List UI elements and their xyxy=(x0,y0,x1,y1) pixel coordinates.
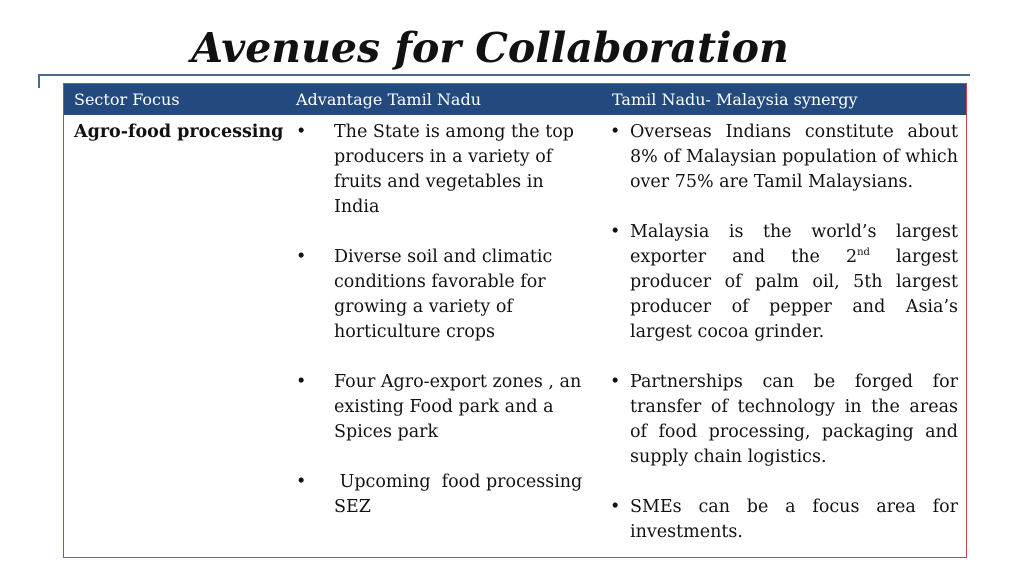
header-advantage: Advantage Tamil Nadu xyxy=(296,90,481,109)
bullet-icon: • xyxy=(610,497,621,517)
list-item: • Diverse soil and climatic conditions favorable for growing a variety of horticulture crops xyxy=(296,247,553,342)
header-sector-focus: Sector Focus xyxy=(74,90,180,109)
list-item: • Upcoming food processing SEZ xyxy=(296,472,588,517)
bullet-icon: • xyxy=(296,472,307,492)
bullet-icon: • xyxy=(610,372,621,392)
decorative-corner xyxy=(38,74,40,88)
list-item: • The State is among the top producers in a variety of fruits and vegetables in India xyxy=(296,122,575,217)
list-item: • Overseas Indians constitute about 8% of Malaysian population of which over 75% are Tamil Malaysians. xyxy=(610,122,958,192)
bullet-icon: • xyxy=(296,122,307,142)
bullet-icon: • xyxy=(610,222,621,242)
list-item: • Malaysia is the world’s largest exporter and the 2nd largest producer of palm oil, 5th largest producer of pepper and Asia’s largest cocoa grinder. xyxy=(610,222,958,342)
synergy-list xyxy=(610,120,958,570)
header-synergy: Tamil Nadu- Malaysia synergy xyxy=(612,90,858,109)
bullet-icon: • xyxy=(610,122,621,142)
list-item: • SMEs can be a focus area for investments. xyxy=(610,497,958,542)
sector-cell: Agro-food processing xyxy=(74,122,284,142)
bullet-icon: • xyxy=(296,247,307,267)
decorative-line xyxy=(38,74,970,76)
bullet-icon: • xyxy=(296,372,307,392)
collaboration-table xyxy=(63,83,967,558)
list-item: • Four Agro-export zones , an existing Food park and a Spices park xyxy=(296,372,582,442)
advantages-list xyxy=(296,120,588,545)
table-header xyxy=(64,84,966,115)
page-title: Avenues for Collaboration xyxy=(191,24,789,72)
list-item: • Partnerships can be forged for transfer of technology in the areas of food processing, packaging and supply chain logistics. xyxy=(610,372,958,467)
